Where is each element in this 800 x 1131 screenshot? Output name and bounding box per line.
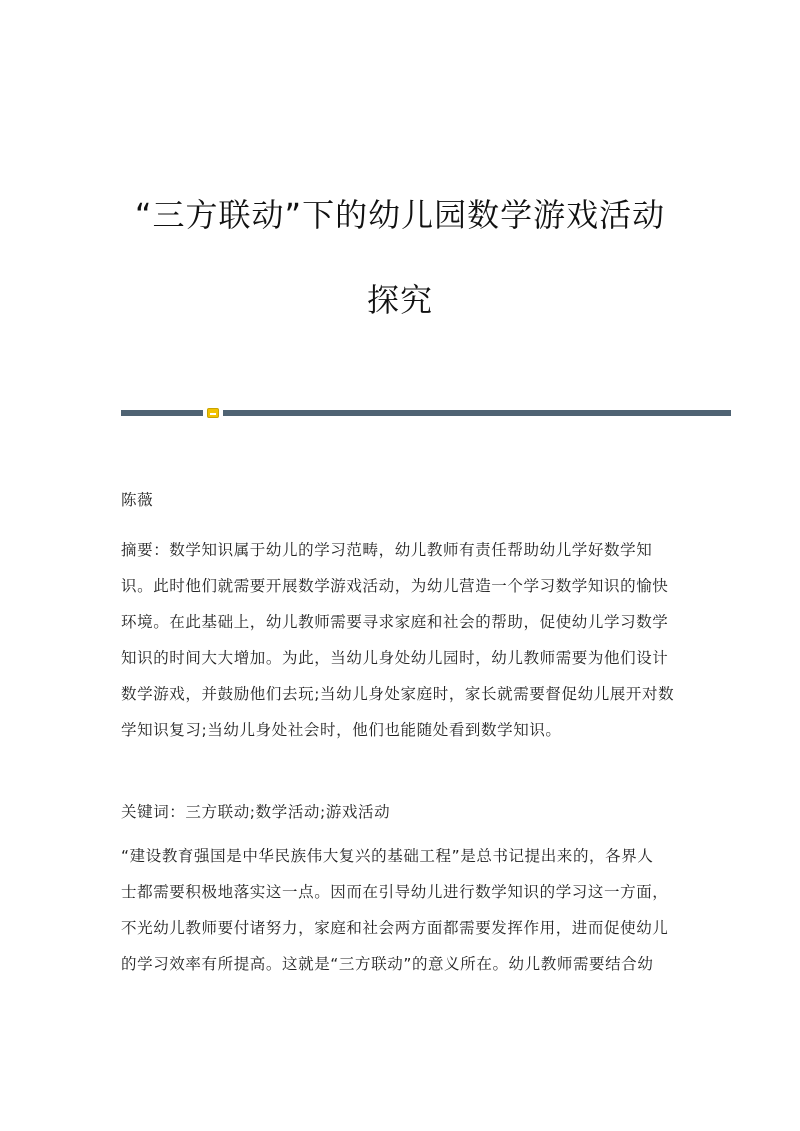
- title-divider: [121, 408, 731, 416]
- author-name: 陈薇: [121, 491, 154, 509]
- abstract-line: 学知识复习;当幼儿身处社会时，他们也能随处看到数学知识。: [121, 721, 562, 739]
- body-line: “建设教育强国是中华民族伟大复兴的基础工程”是总书记提出来的，各界人: [121, 847, 654, 865]
- abstract-line: 环境。在此基础上，幼儿教师需要寻求家庭和社会的帮助，促使幼儿学习数学: [121, 613, 669, 631]
- abstract-paragraph: [121, 532, 681, 748]
- divider-badge-icon: [207, 408, 219, 418]
- keywords-line: 关键词：三方联动;数学活动;游戏活动: [121, 803, 391, 821]
- document-title-line-2: 探究: [366, 281, 433, 319]
- body-paragraph: [121, 838, 681, 982]
- divider-left-bar: [121, 410, 203, 416]
- abstract-line: 识。此时他们就需要开展数学游戏活动，为幼儿营造一个学习数学知识的愉快: [121, 577, 669, 595]
- abstract-line: 数学游戏，并鼓励他们去玩;当幼儿身处家庭时，家长就需要督促幼儿展开对数: [121, 685, 675, 703]
- abstract-line: 知识的时间大大增加。为此，当幼儿身处幼儿园时，幼儿教师需要为他们设计: [121, 649, 669, 667]
- divider-right-bar: [223, 410, 731, 416]
- abstract-line: 摘要：数学知识属于幼儿的学习范畴，幼儿教师有责任帮助幼儿学好数学知: [121, 541, 653, 559]
- document-title-line-1: “三方联动”下的幼儿园数学游戏活动: [134, 196, 666, 234]
- body-line: 士都需要积极地落实这一点。因而在引导幼儿进行数学知识的学习这一方面，: [121, 883, 669, 901]
- body-line: 不光幼儿教师要付诸努力，家庭和社会两方面都需要发挥作用，进而促使幼儿: [121, 919, 669, 937]
- body-line: 的学习效率有所提高。这就是“三方联动”的意义所在。幼儿教师需要结合幼: [121, 955, 654, 973]
